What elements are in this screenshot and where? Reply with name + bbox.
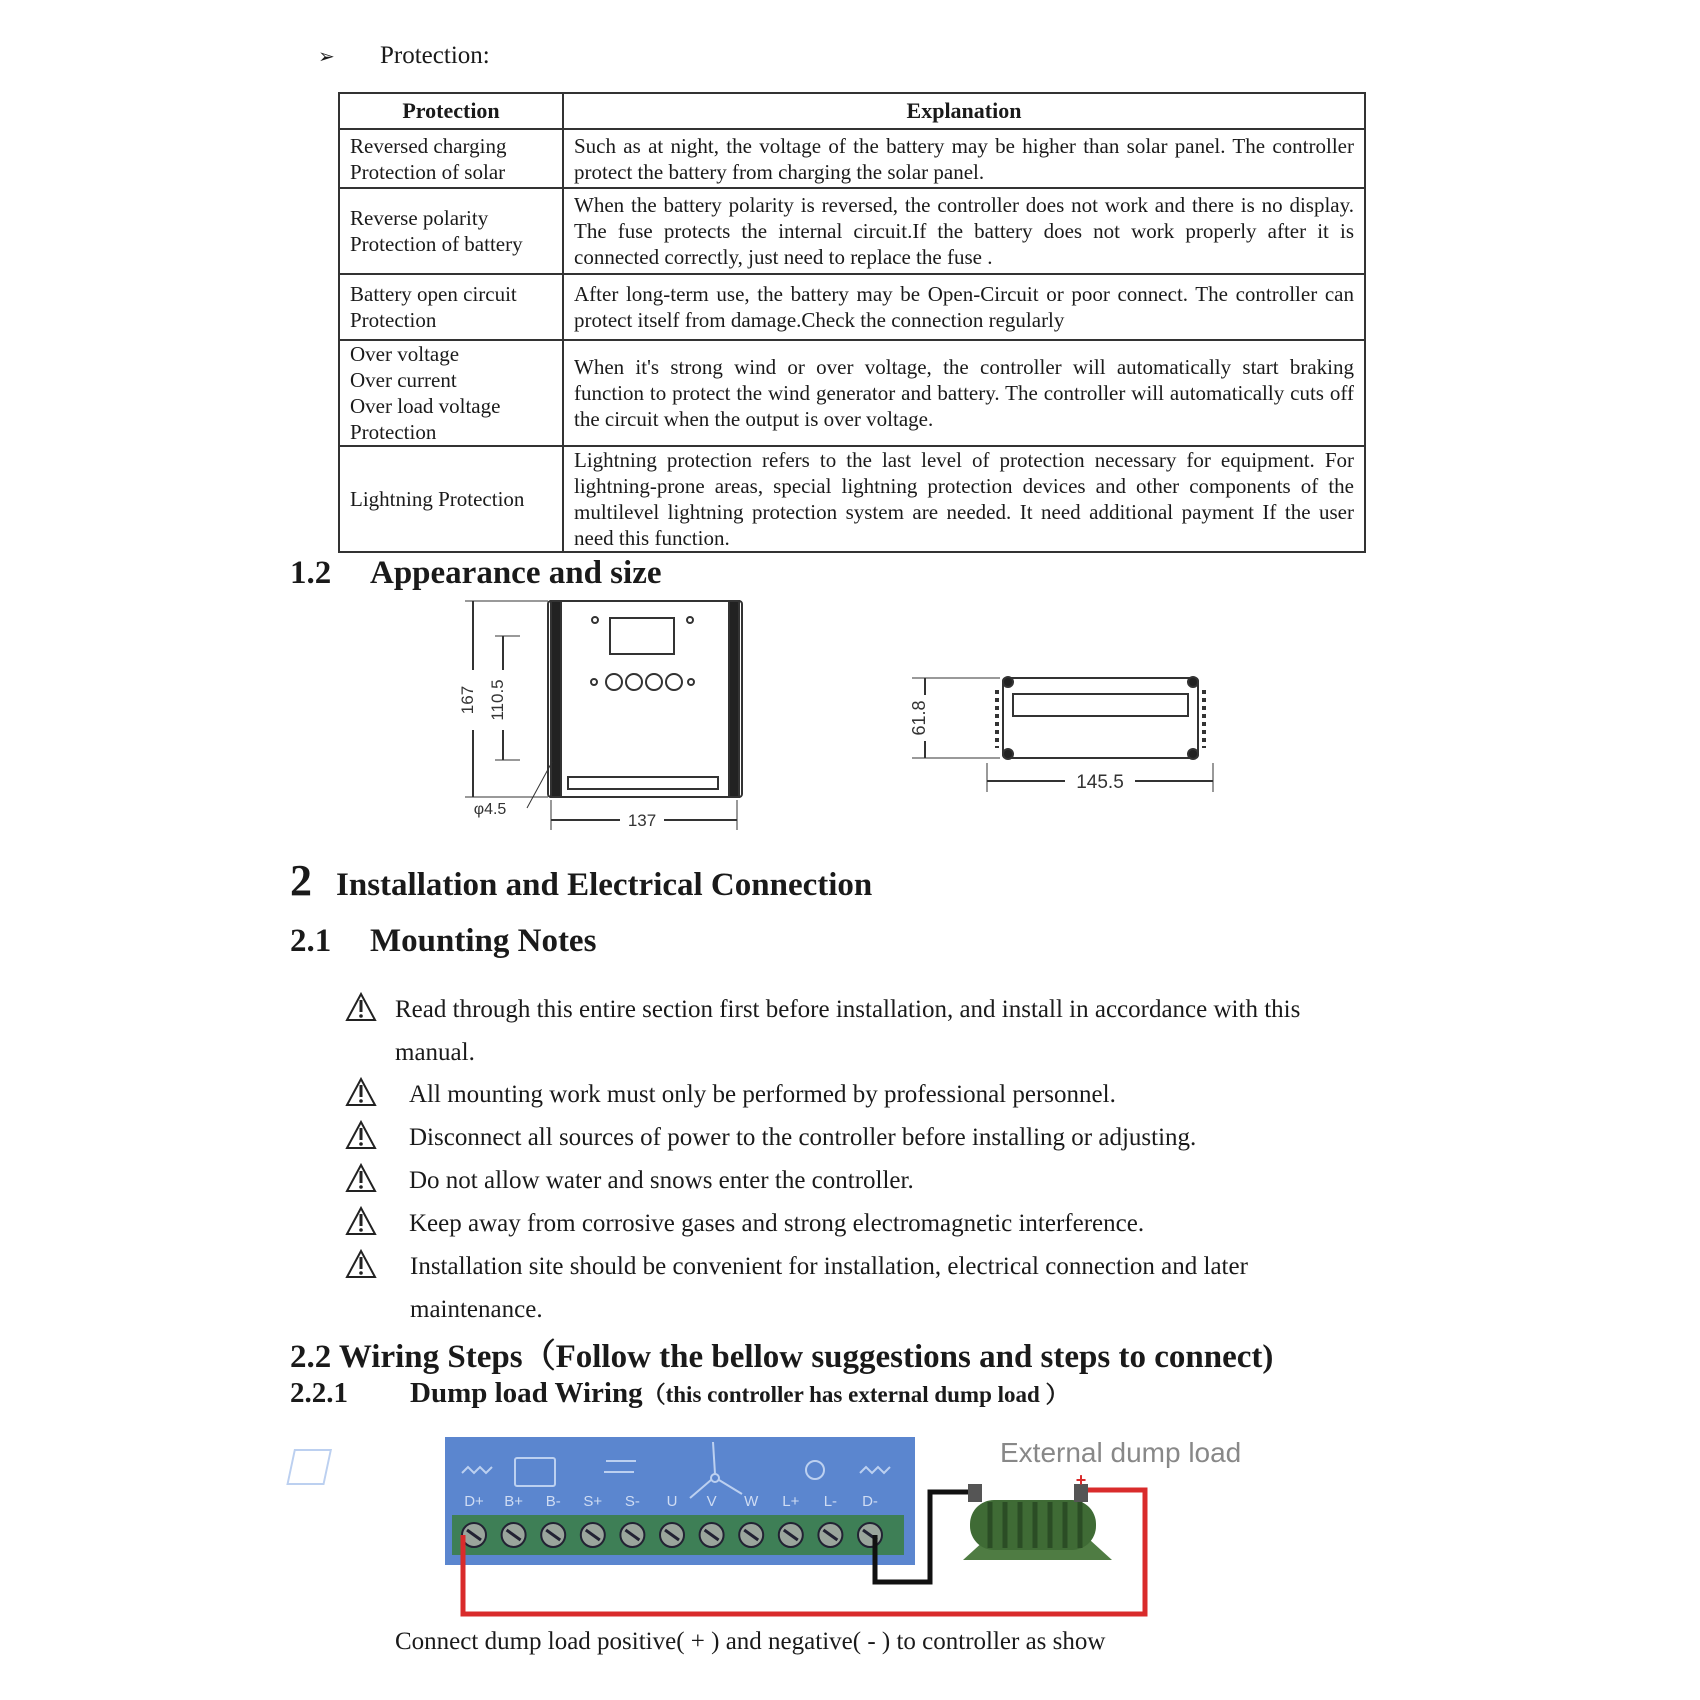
front-width-label: 137 [627,811,657,830]
mounting-note: Do not allow water and snows enter the controller. [345,1159,1365,1202]
section-heading-installation: 2 Installation and Electrical Connection [290,856,873,905]
protection-name: Lightning Protection [339,446,563,552]
mounting-note: Keep away from corrosive gases and strong electromagnetic interference. [345,1202,1365,1245]
side-width-label: 145.5 [1076,772,1124,793]
section-heading-wiring: 2.2 Wiring Steps（Follow the bellow suggestions and steps to connect) [290,1339,1274,1375]
mounting-note: Read through this entire section first before installation, and install in accordance with this manual. [345,988,1365,1074]
front-height-outer-label: 167 [458,685,477,715]
protection-name: Over voltage Over current Over load voltage Protection [339,340,563,446]
protection-name: Reverse polarity Protection of battery [339,188,563,274]
terminal-label: U [666,1493,678,1510]
terminal-label: S- [624,1493,640,1510]
external-dump-load-label: External dump load [1000,1437,1242,1468]
terminal-label: B+ [504,1493,523,1510]
solar-panel-icon [288,1450,331,1484]
protection-name: Reversed charging Protection of solar [339,129,563,188]
section-heading-appearance: 1.2 Appearance and size [290,555,662,591]
hole-diameter-label: φ4.5 [473,801,507,818]
terminal-label: S+ [583,1493,603,1510]
plus-sign-icon: + [1075,1470,1087,1490]
column-header-protection: Protection [339,93,563,129]
wiring-caption: Connect dump load positive( + ) and negative( - ) to controller as show [395,1628,1106,1655]
terminal-label: L- [823,1493,838,1510]
protection-explanation: After long-term use, the battery may be Open-Circuit or poor connect. The controller can protect itself from damage.Check the connection regularly [563,274,1365,340]
protection-explanation: Lightning protection refers to the last level of protection necessary for equipment. For lightning-prone areas, special lightning protection devices and other components of the multilevel lightning protection system are needed. It need additional payment If the user need this function. [563,446,1365,552]
protection-explanation: When the battery polarity is reversed, the controller does not work and there is no display. The fuse protects the internal circuit.If the battery does not work properly after it is connected correctly, just need to replace the fuse . [563,188,1365,274]
side-height-label: 61.8 [909,700,929,736]
terminal-label: D+ [464,1493,484,1510]
section-heading-mounting: 2.1 Mounting Notes [290,923,597,959]
terminal-label: V [706,1493,717,1510]
front-height-inner-label: 110.5 [488,679,507,721]
mounting-note: Disconnect all sources of power to the controller before installing or adjusting. [345,1116,1365,1159]
dump-load-resistor [963,1470,1112,1560]
arrow-bullet-icon: ➢ [318,44,335,68]
protection-name: Battery open circuit Protection [339,274,563,340]
column-header-explanation: Explanation [563,93,1365,129]
protection-explanation: When it's strong wind or over voltage, the controller will automatically start braking function to protect the wind generator and battery. The controller will automatically cuts off the circuit when the output is over voltage. [563,340,1365,446]
mounting-note: Installation site should be convenient for installation, electrical connection and later maintenance. [345,1245,1305,1331]
terminal-label: L+ [782,1493,800,1510]
terminal-label: D- [862,1493,878,1510]
terminal-label: B- [545,1493,561,1510]
mounting-note: All mounting work must only be performed by professional personnel. [345,1073,1365,1116]
protection-heading: ➢ Protection: [318,42,490,69]
subsection-heading-dump-load: 2.2.1 Dump load Wiring（this controller has external dump load ） [290,1377,1069,1409]
terminal-label: W [744,1493,759,1510]
protection-explanation: Such as at night, the voltage of the battery may be higher than solar panel. The controller protect the battery from charging the solar panel. [563,129,1365,188]
